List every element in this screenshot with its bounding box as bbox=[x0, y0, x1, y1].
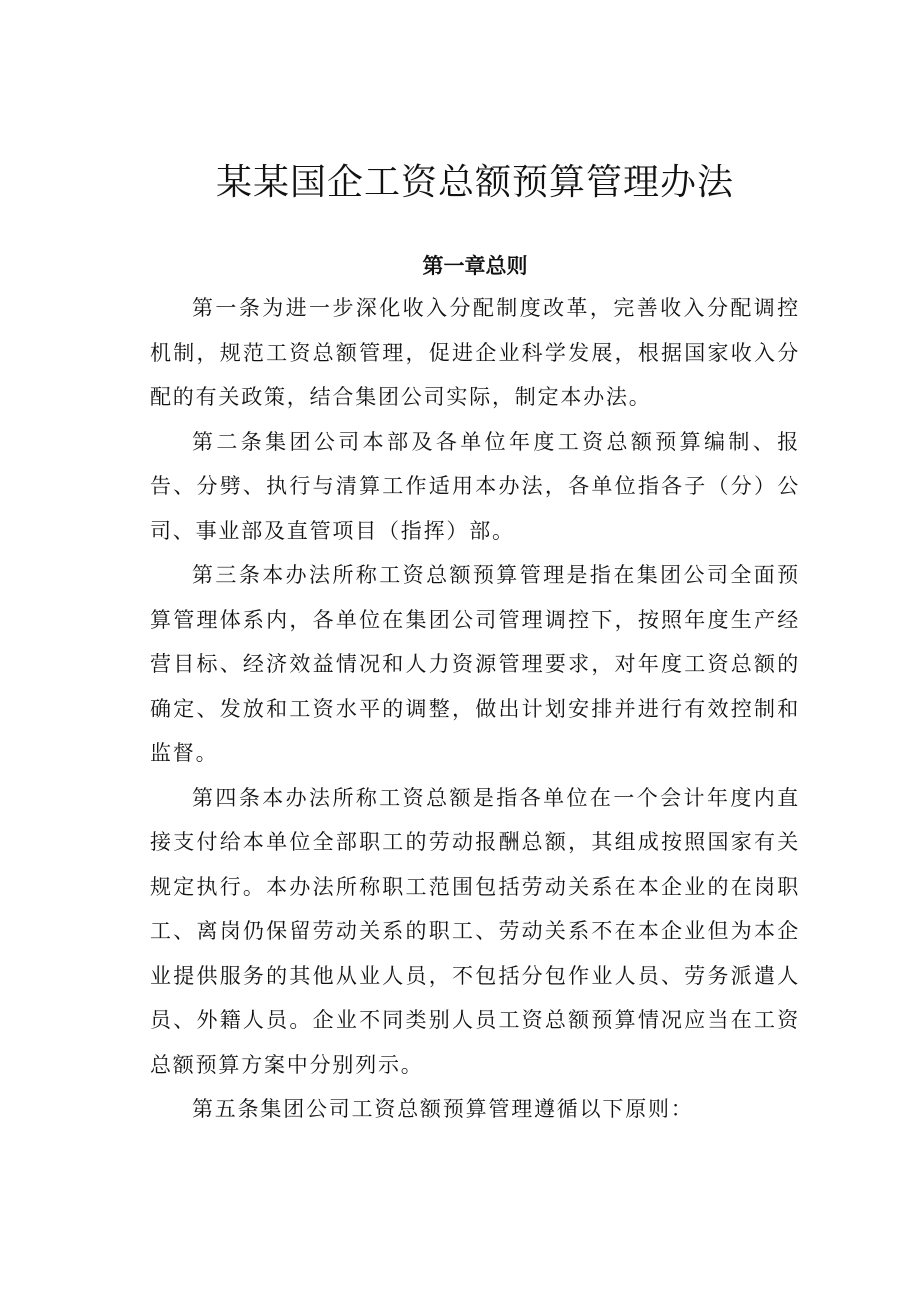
article-5-paragraph: 第五条集团公司工资总额预算管理遵循以下原则： bbox=[192, 1097, 694, 1121]
chapter-title: 第一章总则 bbox=[422, 254, 528, 278]
document-title: 某某国企工资总额预算管理办法 bbox=[215, 162, 734, 203]
article-3-paragraph: 第三条本办法所称工资总额预算管理是指在集团公司全面预算管理体系内，各单位在集团公司管理调控下，按照年度生产经营目标、经济效益情况和人力资源管理要求，对年度工资总额的确定、发放和工资水平的调整，做出计划安排并进行有效控制和监督。 bbox=[150, 563, 800, 765]
article-1-paragraph: 第一条为进一步深化收入分配制度改革，完善收入分配调控机制，规范工资总额管理，促进企业科学发展，根据国家收入分配的有关政策，结合集团公司实际，制定本办法。 bbox=[150, 296, 800, 409]
article-4-paragraph: 第四条本办法所称工资总额是指各单位在一个会计年度内直接支付给本单位全部职工的劳动报酬总额，其组成按照国家有关规定执行。本办法所称职工范围包括劳动关系在本企业的在岗职工、离岗仍保留劳动关系的职工、劳动关系不在本企业但为本企业提供服务的其他从业人员，不包括分包作业人员、劳务派遣人员、外籍人员。企业不同类别人员工资总额预算情况应当在工资总额预算方案中分别列示。 bbox=[150, 785, 800, 1077]
article-2-paragraph: 第二条集团公司本部及各单位年度工资总额预算编制、报告、分劈、执行与清算工作适用本办法，各单位指各子（分）公司、事业部及直管项目（指挥）部。 bbox=[150, 429, 800, 543]
document-body bbox=[150, 286, 800, 1132]
